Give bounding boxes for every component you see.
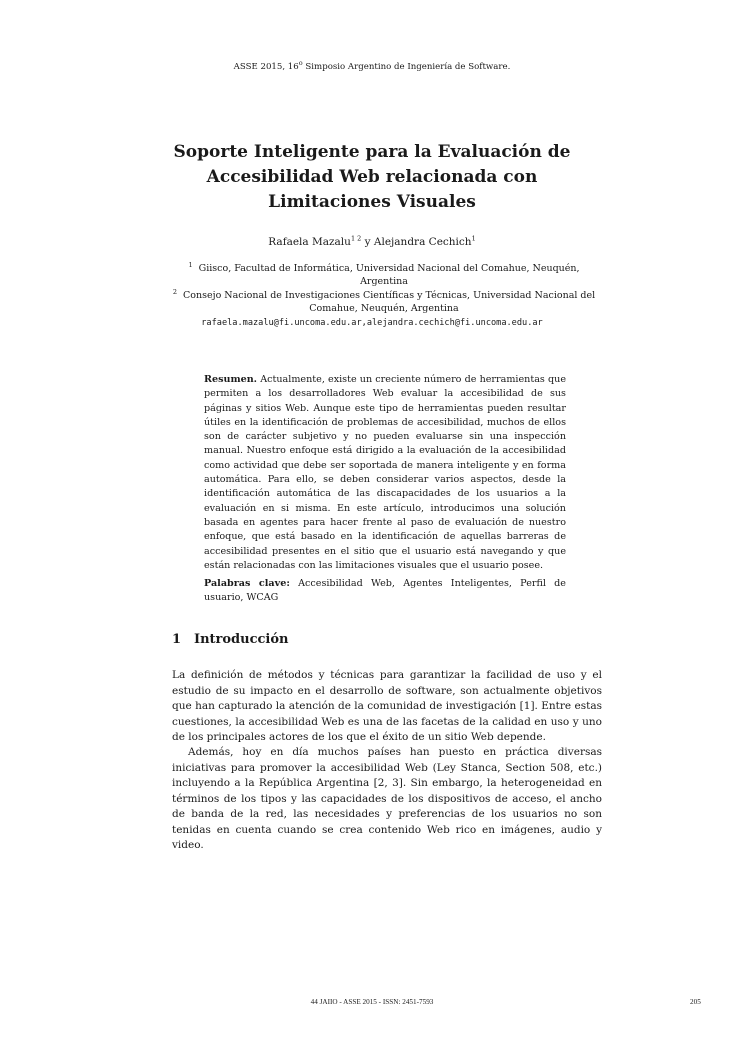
page-number: 205	[690, 998, 701, 1006]
body-paragraph: Además, hoy en día muchos países han puesto en práctica diversas iniciativas para promover la accesibilidad Web (Ley Stanca, Section 508, etc.) incluyendo a la República Argentina [2, 3]. Sin embargo, la heterogeneidad en términos de los tipos y las capacidades de los dispositivos de acceso, el ancho de banda de la red, las necesidades y preferencias de los usuarios no son tenidas en cuenta cuando se crea contenido Web rico en imágenes, audio y video.	[172, 746, 602, 851]
author-affiliation-mark: 1	[471, 234, 476, 243]
keywords	[204, 577, 566, 606]
section-heading	[172, 632, 289, 647]
affiliation-mark: 1	[188, 260, 193, 269]
paper-title: Soporte Inteligente para la Evaluación de Accesibilidad Web relacionada con Limitaciones Visuales	[173, 142, 571, 212]
body-paragraph: La definición de métodos y técnicas para garantizar la facilidad de uso y el estudio de su impacto en el desarrollo de software, son actualmente objetivos que han capturado la atención de la comunidad de investigación [1]. Entre estas cuestiones, la accesibilidad Web es una de las facetas de la calidad en uso y uno de los principales actores de los que el éxito de un sitio Web depende.	[172, 669, 602, 743]
running-header	[0, 59, 744, 72]
header-text-b: Simposio Argentino de Ingeniería de Software.	[302, 62, 511, 72]
section-number: 1	[172, 632, 182, 647]
abstract-label: Resumen.	[204, 374, 258, 385]
abstract-text: Actualmente, existe un creciente número de herramientas que permiten a los desarrolladores Web evaluar la accesibilidad de sus páginas y sitios Web. Aunque este tipo de herramientas pueden resultar útiles en la identificación de problemas de accesibilidad, muchos de ellos son de carácter subjetivo y no pueden evaluarse sin una inspección manual. Nuestro enfoque está dirigido a la evaluación de la accesibilidad como actividad que debe ser soportada de manera inteligente y en forma automática. Para ello, se deben considerar varios aspectos, desde la identificación automática de las discapacidades de los usuarios a la evaluación en si misma. En este artículo, introducimos una solución basada en agentes para hacer frente al paso de evaluación de nuestro enfoque, que está basado en la identificación de aquellas barreras de accesibilidad presentes en el sitio que el usuario está navegando y que están relacionadas con las limitaciones visuales que el usuario posee.	[204, 374, 566, 571]
affiliation-text: Consejo Nacional de Investigaciones Científicas y Técnicas, Universidad Nacional del Comahue, Neuquén, Argentina	[183, 290, 596, 314]
author-connector: y	[361, 236, 374, 248]
abstract	[204, 373, 566, 573]
keywords-text: Accesibilidad Web, Agentes Inteligentes, Perfil de usuario, WCAG	[204, 578, 566, 604]
author-list	[0, 236, 744, 248]
header-text-a: ASSE 2015, 16	[233, 62, 299, 72]
affiliation-2	[172, 289, 596, 315]
keywords-label: Palabras clave:	[204, 578, 290, 589]
header-superscript: o	[298, 59, 303, 68]
affiliation-1	[172, 262, 596, 288]
author-name: Alejandra Cechich	[373, 236, 472, 248]
author-emails: rafaela.mazalu@fi.uncoma.edu.ar,alejandra.cechich@fi.uncoma.edu.ar	[201, 318, 543, 328]
affiliation-text: Giisco, Facultad de Informática, Universidad Nacional del Comahue, Neuquén, Argentina	[198, 263, 580, 287]
author-name: Rafaela Mazalu	[268, 236, 351, 248]
section-title: Introducción	[194, 632, 289, 647]
affiliation-mark: 2	[172, 287, 177, 296]
author-affiliation-mark: 1 2	[350, 234, 362, 243]
page-footer: 44 JAIIO - ASSE 2015 - ISSN: 2451-7593	[310, 998, 434, 1006]
